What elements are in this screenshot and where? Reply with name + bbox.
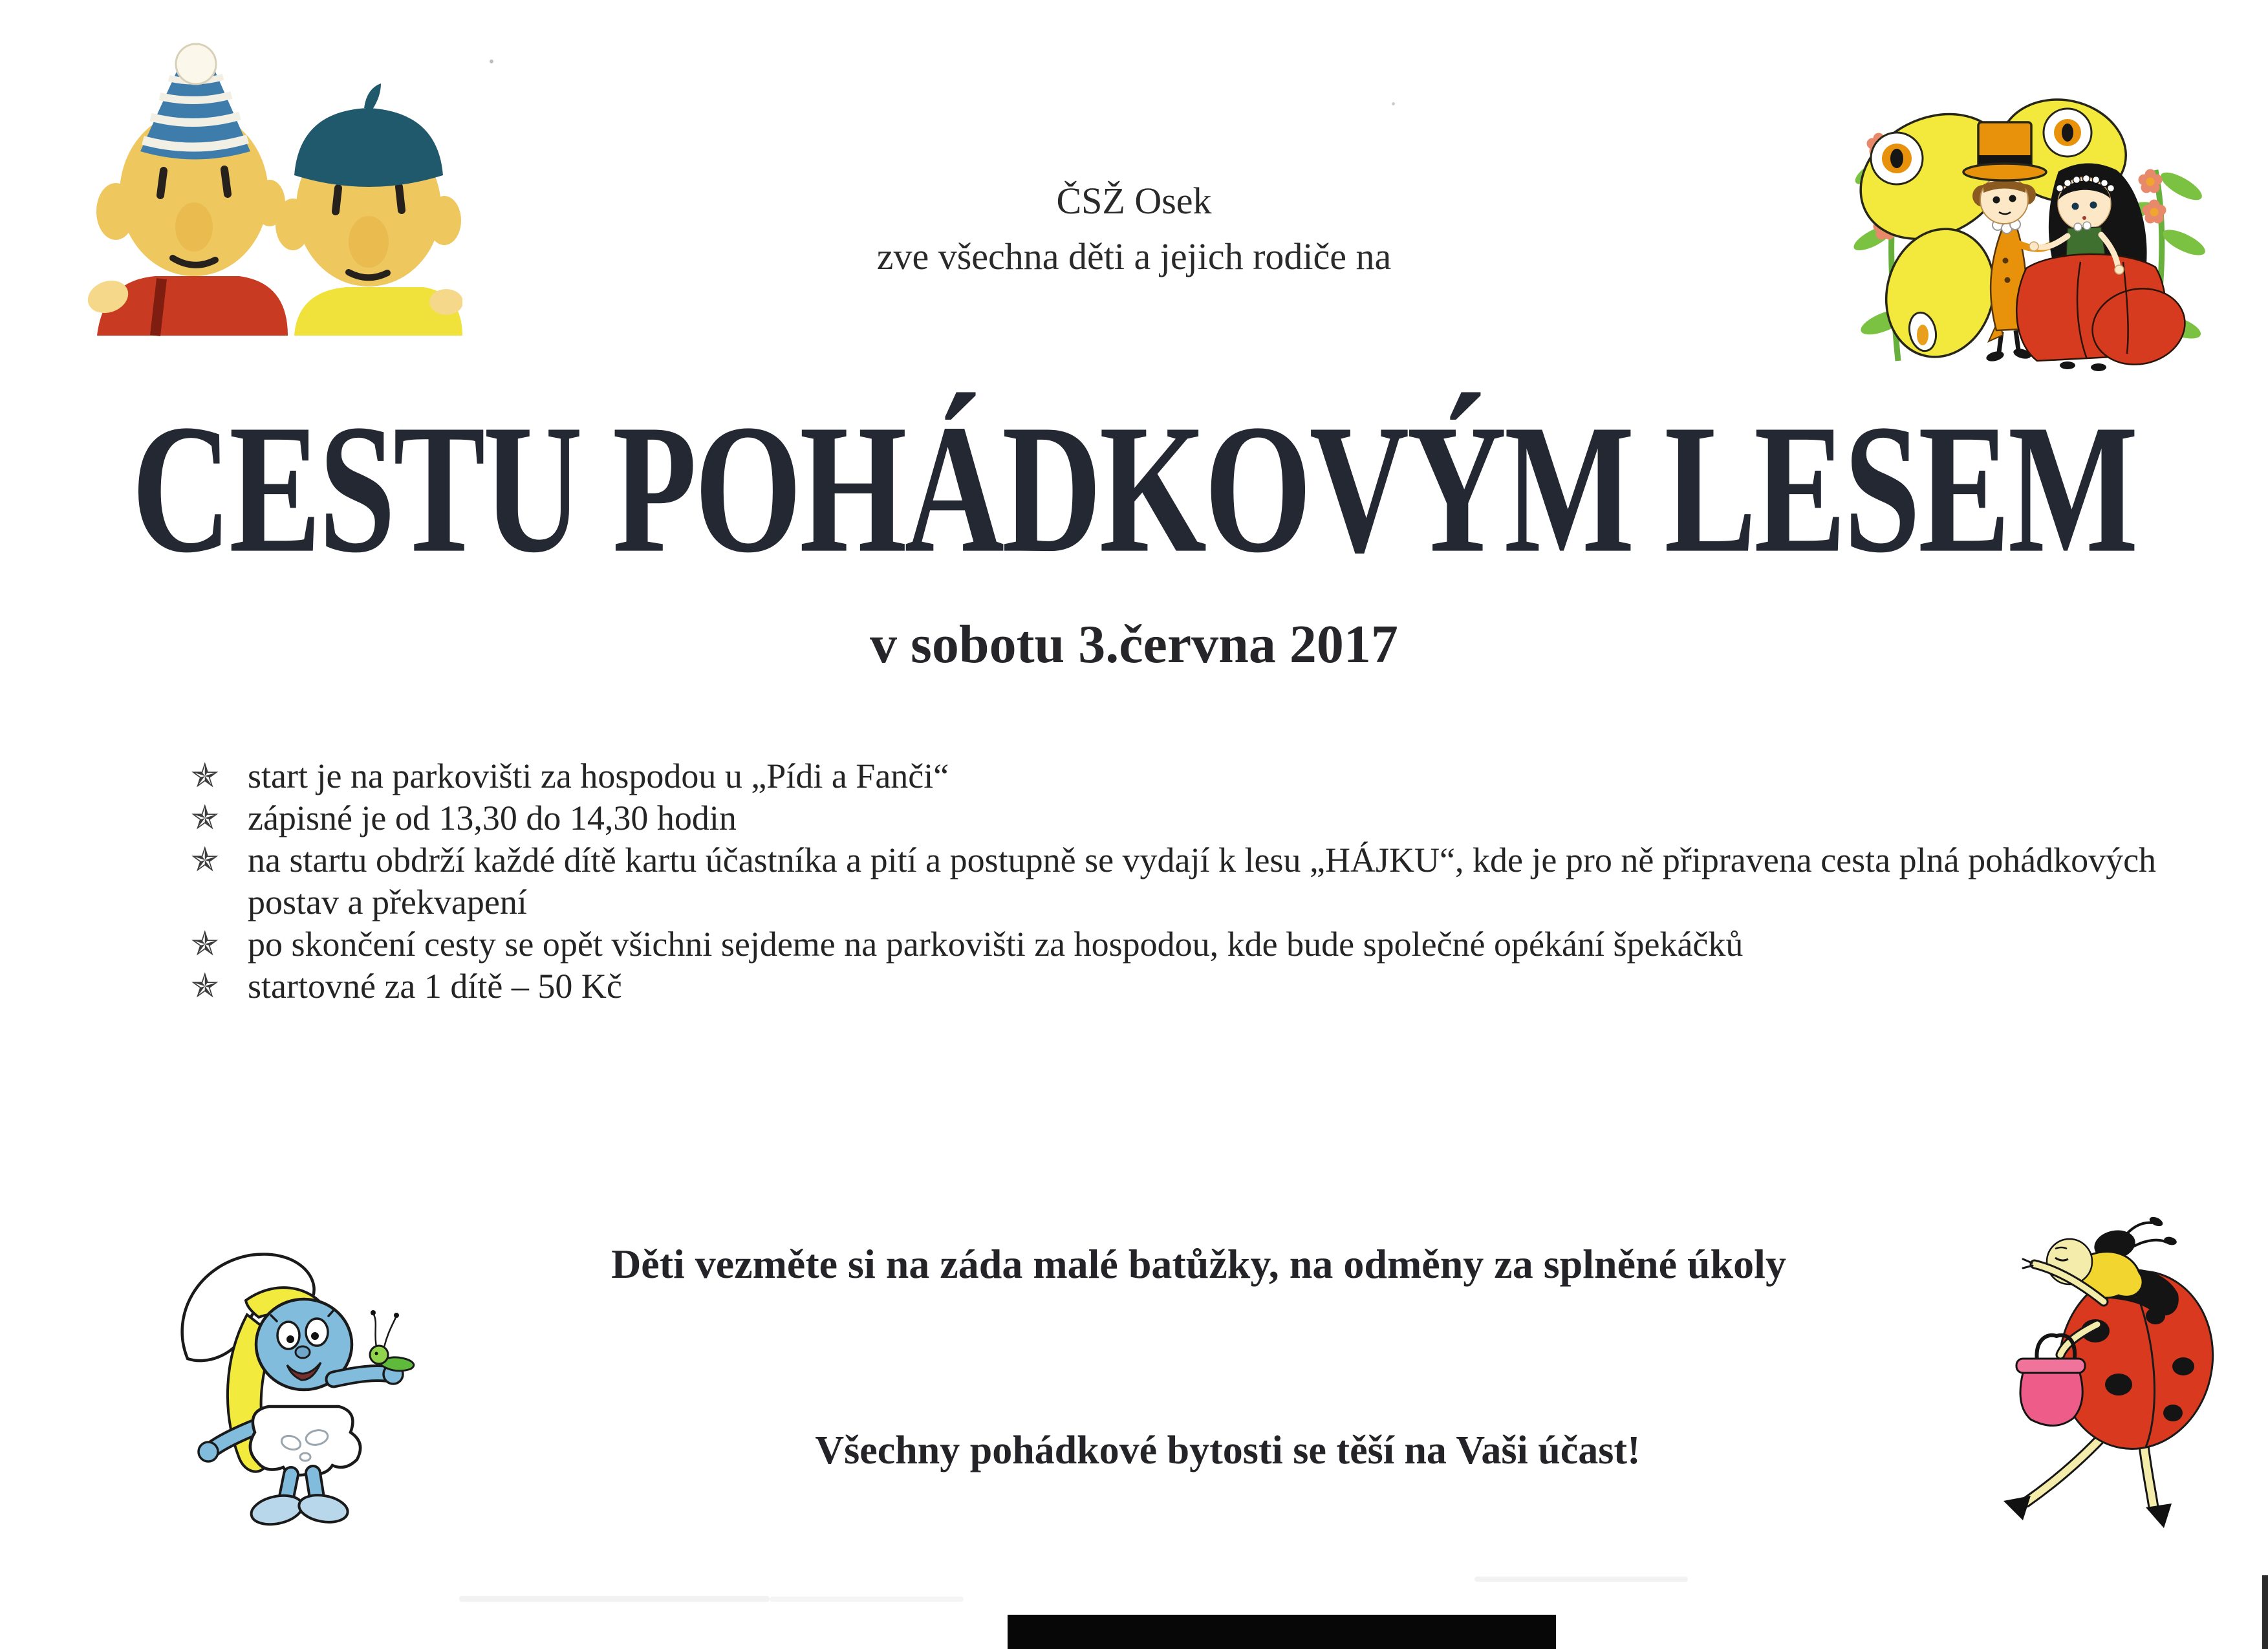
list-item-text: na startu obdrží každé dítě kartu účastníka a pití a postupně se vydají k lesu „HÁJKU“, kde je pro ně připravena cesta plná pohádkových postav a překvapení [248,841,2157,921]
list-item [191,839,2205,923]
star-bullet-icon: ✯ [191,925,219,964]
list-item [191,965,2205,1008]
pink-handbag-icon [2016,1335,2085,1426]
list-item-text: po skončení cesty se opět všichni sejdeme na parkovišti za hospodou, kde bude společné opékání špekáčků [248,925,1744,964]
scan-artifact-bar [1008,1615,1556,1649]
scan-smudge [770,1597,964,1602]
event-title-wrap [0,382,2268,591]
scan-smudge [1474,1577,1688,1582]
beret-icon [294,83,443,187]
event-date: v sobotu 3.června 2017 [870,614,1398,674]
info-list [191,755,2205,1008]
star-bullet-icon: ✯ [191,841,219,879]
scan-speck [490,59,493,63]
scan-edge-artifact [2262,1575,2268,1649]
star-bullet-icon: ✯ [191,757,219,795]
scan-smudge [459,1596,770,1602]
smurfette-illustration [150,1217,428,1529]
star-bullet-icon: ✯ [191,799,219,837]
striped-cap-icon [140,44,250,160]
ladybug-lady-illustration [1958,1211,2243,1538]
list-item [191,797,2205,839]
event-title: CESTU POHÁDKOVÝM LESEM [131,385,2137,591]
backpack-note: Děti vezměte si na záda malé batůžky, na odměny za splněné úkoly [611,1241,1786,1287]
list-item [191,923,2205,965]
list-item-text: start je na parkovišti za hospodou u „Pídi a Fanči“ [248,757,949,795]
scan-speck [1392,102,1395,105]
organization-name: ČSŽ Osek [1056,180,1212,222]
closing-note: Všechny pohádkové bytosti se těší na Vaši účast! [815,1428,1641,1472]
list-item-text: zápisné je od 13,30 do 14,30 hodin [248,799,737,837]
pat-and-mat-illustration [74,38,462,336]
butterfly-couple-illustration [1840,72,2209,371]
ladybug-lady-icon [1958,1211,2243,1538]
star-bullet-icon: ✯ [191,967,219,1006]
invitation-line: zve všechna děti a jejich rodiče na [876,235,1392,277]
list-item-text: startovné za 1 dítě – 50 Kč [248,967,622,1006]
list-item [191,755,2205,797]
caterpillar-icon [370,1310,414,1371]
poppy-skirt-icon [2016,254,2192,371]
pat-and-mat-figures-icon [74,38,462,336]
smurfette-with-caterpillar-icon [150,1217,428,1529]
butterfly-and-poppy-girl-icon [1840,72,2209,371]
